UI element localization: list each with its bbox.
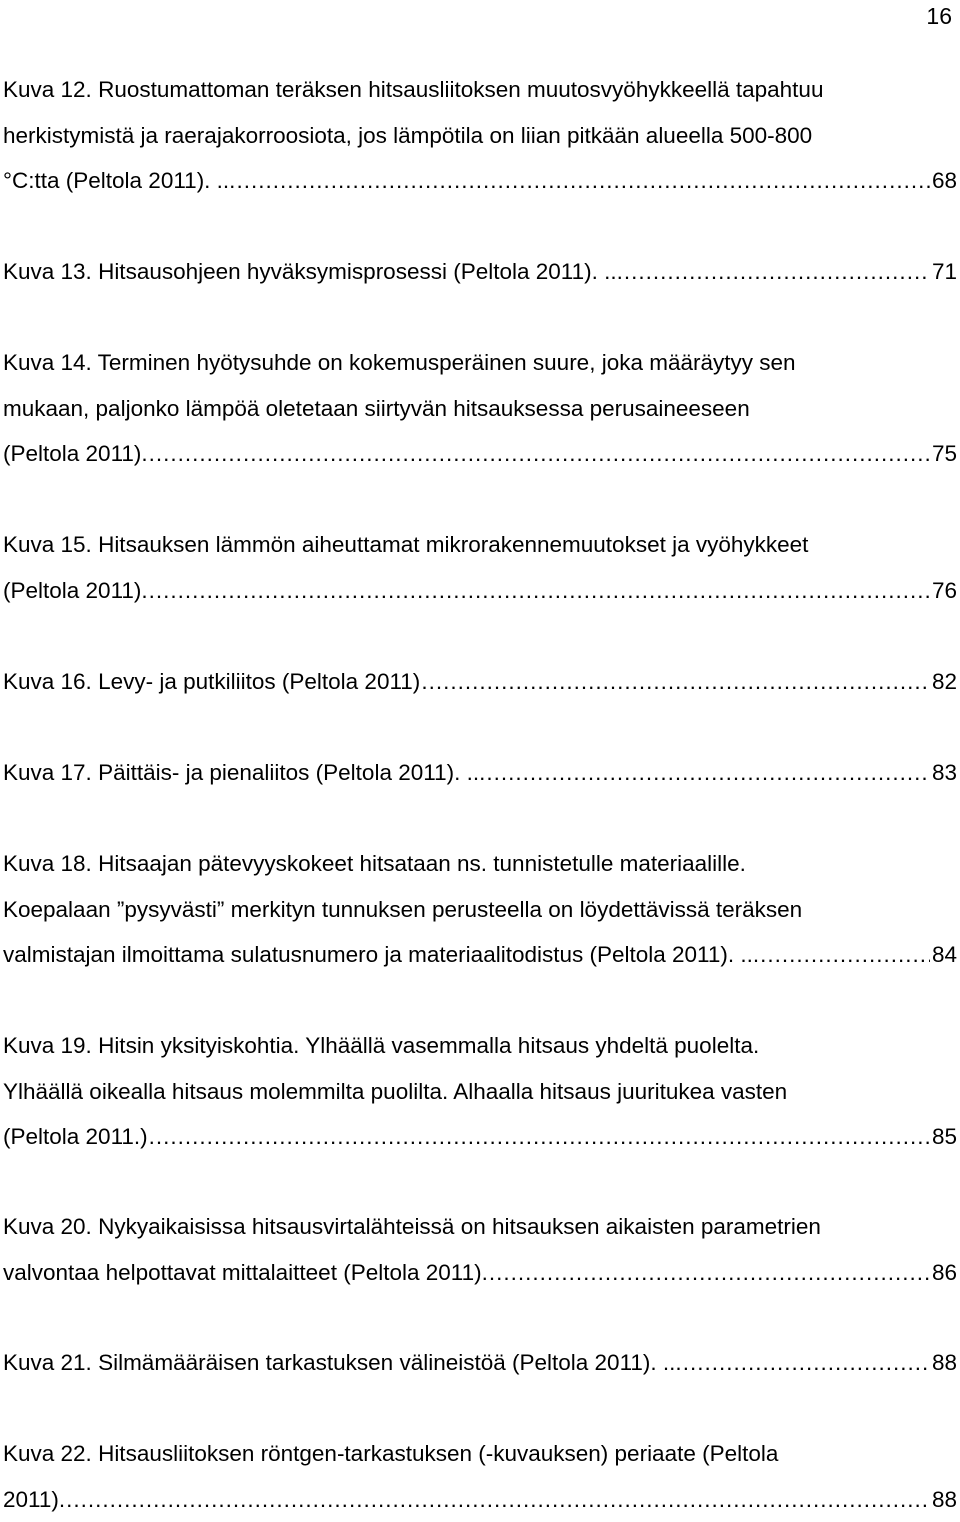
page-number: 16 — [926, 2, 952, 30]
entry-text-line: Kuva 21. Silmämääräisen tarkastuksen välineistöä (Peltola 2011). ... — [3, 1340, 682, 1386]
page-reference: 76 — [932, 568, 957, 614]
entry-text-line: °C:tta (Peltola 2011). ... — [3, 158, 235, 204]
dot-leader — [421, 659, 930, 705]
toc-entry-kuva-18[interactable] — [3, 841, 957, 978]
dot-leader — [149, 431, 930, 477]
dot-leader — [149, 568, 930, 614]
toc-entry-kuva-13[interactable] — [3, 249, 957, 295]
entry-text-line: Kuva 17. Päittäis- ja pienaliitos (Peltola 2011). ... — [3, 750, 485, 796]
page-reference: 88 — [932, 1477, 957, 1522]
entry-text-line: Kuva 22. Hitsausliitoksen röntgen-tarkastuksen (-kuvauksen) periaate (Peltola — [3, 1431, 957, 1477]
entry-text-line: herkistymistä ja raerajakorroosiota, jos lämpötila on liian pitkään alueella 500-800 — [3, 113, 957, 159]
toc-entry-kuva-21[interactable] — [3, 1340, 957, 1386]
entry-text-line: Kuva 18. Hitsaajan pätevyyskokeet hitsataan ns. tunnistetulle materiaalille. — [3, 841, 957, 887]
page-reference: 86 — [932, 1250, 957, 1296]
page-reference: 75 — [932, 431, 957, 477]
toc-entry-kuva-19[interactable] — [3, 1023, 957, 1160]
page-reference: 83 — [932, 750, 957, 796]
dot-leader — [624, 249, 930, 295]
entry-text-line: (Peltola 2011). — [3, 431, 148, 477]
toc-entry-kuva-22[interactable] — [3, 1431, 957, 1522]
entry-text-line: Koepalaan ”pysyvästi” merkityn tunnuksen perusteella on löydettävissä teräksen — [3, 887, 957, 933]
entry-text-line: 2011). — [3, 1477, 65, 1522]
page-reference: 84 — [932, 932, 957, 978]
entry-text-line: (Peltola 2011.) — [3, 1114, 148, 1160]
dot-leader — [486, 750, 930, 796]
toc-entry-kuva-17[interactable] — [3, 750, 957, 796]
entry-text-line: Kuva 12. Ruostumattoman teräksen hitsausliitoksen muutosvyöhykkeellä tapahtuu — [3, 67, 957, 113]
dot-leader — [489, 1250, 930, 1296]
toc-entry-kuva-14[interactable] — [3, 340, 957, 477]
entry-text-line: Kuva 15. Hitsauksen lämmön aiheuttamat mikrorakennemuutokset ja vyöhykkeet — [3, 522, 957, 568]
entry-text-line: valmistajan ilmoittama sulatusnumero ja materiaalitodistus (Peltola 2011). ... — [3, 932, 759, 978]
entry-text-line: Kuva 16. Levy- ja putkiliitos (Peltola 2011) — [3, 659, 420, 705]
dot-leader — [683, 1340, 930, 1386]
entry-text-line: Kuva 20. Nykyaikaisissa hitsausvirtalähteissä on hitsauksen aikaisten parametrien — [3, 1204, 957, 1250]
entry-text-line: Kuva 14. Terminen hyötysuhde on kokemusperäinen suure, joka määräytyy sen — [3, 340, 957, 386]
page-reference: 82 — [932, 659, 957, 705]
entry-text-line: Kuva 13. Hitsausohjeen hyväksymisprosessi (Peltola 2011). ... — [3, 249, 623, 295]
entry-text-line: mukaan, paljonko lämpöä oletetaan siirtyvän hitsauksessa perusaineeseen — [3, 386, 957, 432]
entry-text-line: Ylhäällä oikealla hitsaus molemmilta puolilta. Alhaalla hitsaus juuritukea vasten — [3, 1069, 957, 1115]
toc-entry-kuva-12[interactable] — [3, 67, 957, 204]
page-reference: 85 — [932, 1114, 957, 1160]
dot-leader — [66, 1477, 930, 1522]
page-reference: 88 — [932, 1340, 957, 1386]
dot-leader — [149, 1114, 930, 1160]
toc-entry-kuva-16[interactable] — [3, 659, 957, 705]
toc-entry-kuva-15[interactable] — [3, 522, 957, 613]
dot-leader — [236, 158, 930, 204]
dot-leader — [760, 932, 930, 978]
page-reference: 68 — [932, 158, 957, 204]
toc-entry-kuva-20[interactable] — [3, 1204, 957, 1295]
entry-text-line: valvontaa helpottavat mittalaitteet (Peltola 2011). — [3, 1250, 488, 1296]
page-reference: 71 — [932, 249, 957, 295]
entry-text-line: (Peltola 2011). — [3, 568, 148, 614]
entry-text-line: Kuva 19. Hitsin yksityiskohtia. Ylhäällä vasemmalla hitsaus yhdeltä puolelta. — [3, 1023, 957, 1069]
